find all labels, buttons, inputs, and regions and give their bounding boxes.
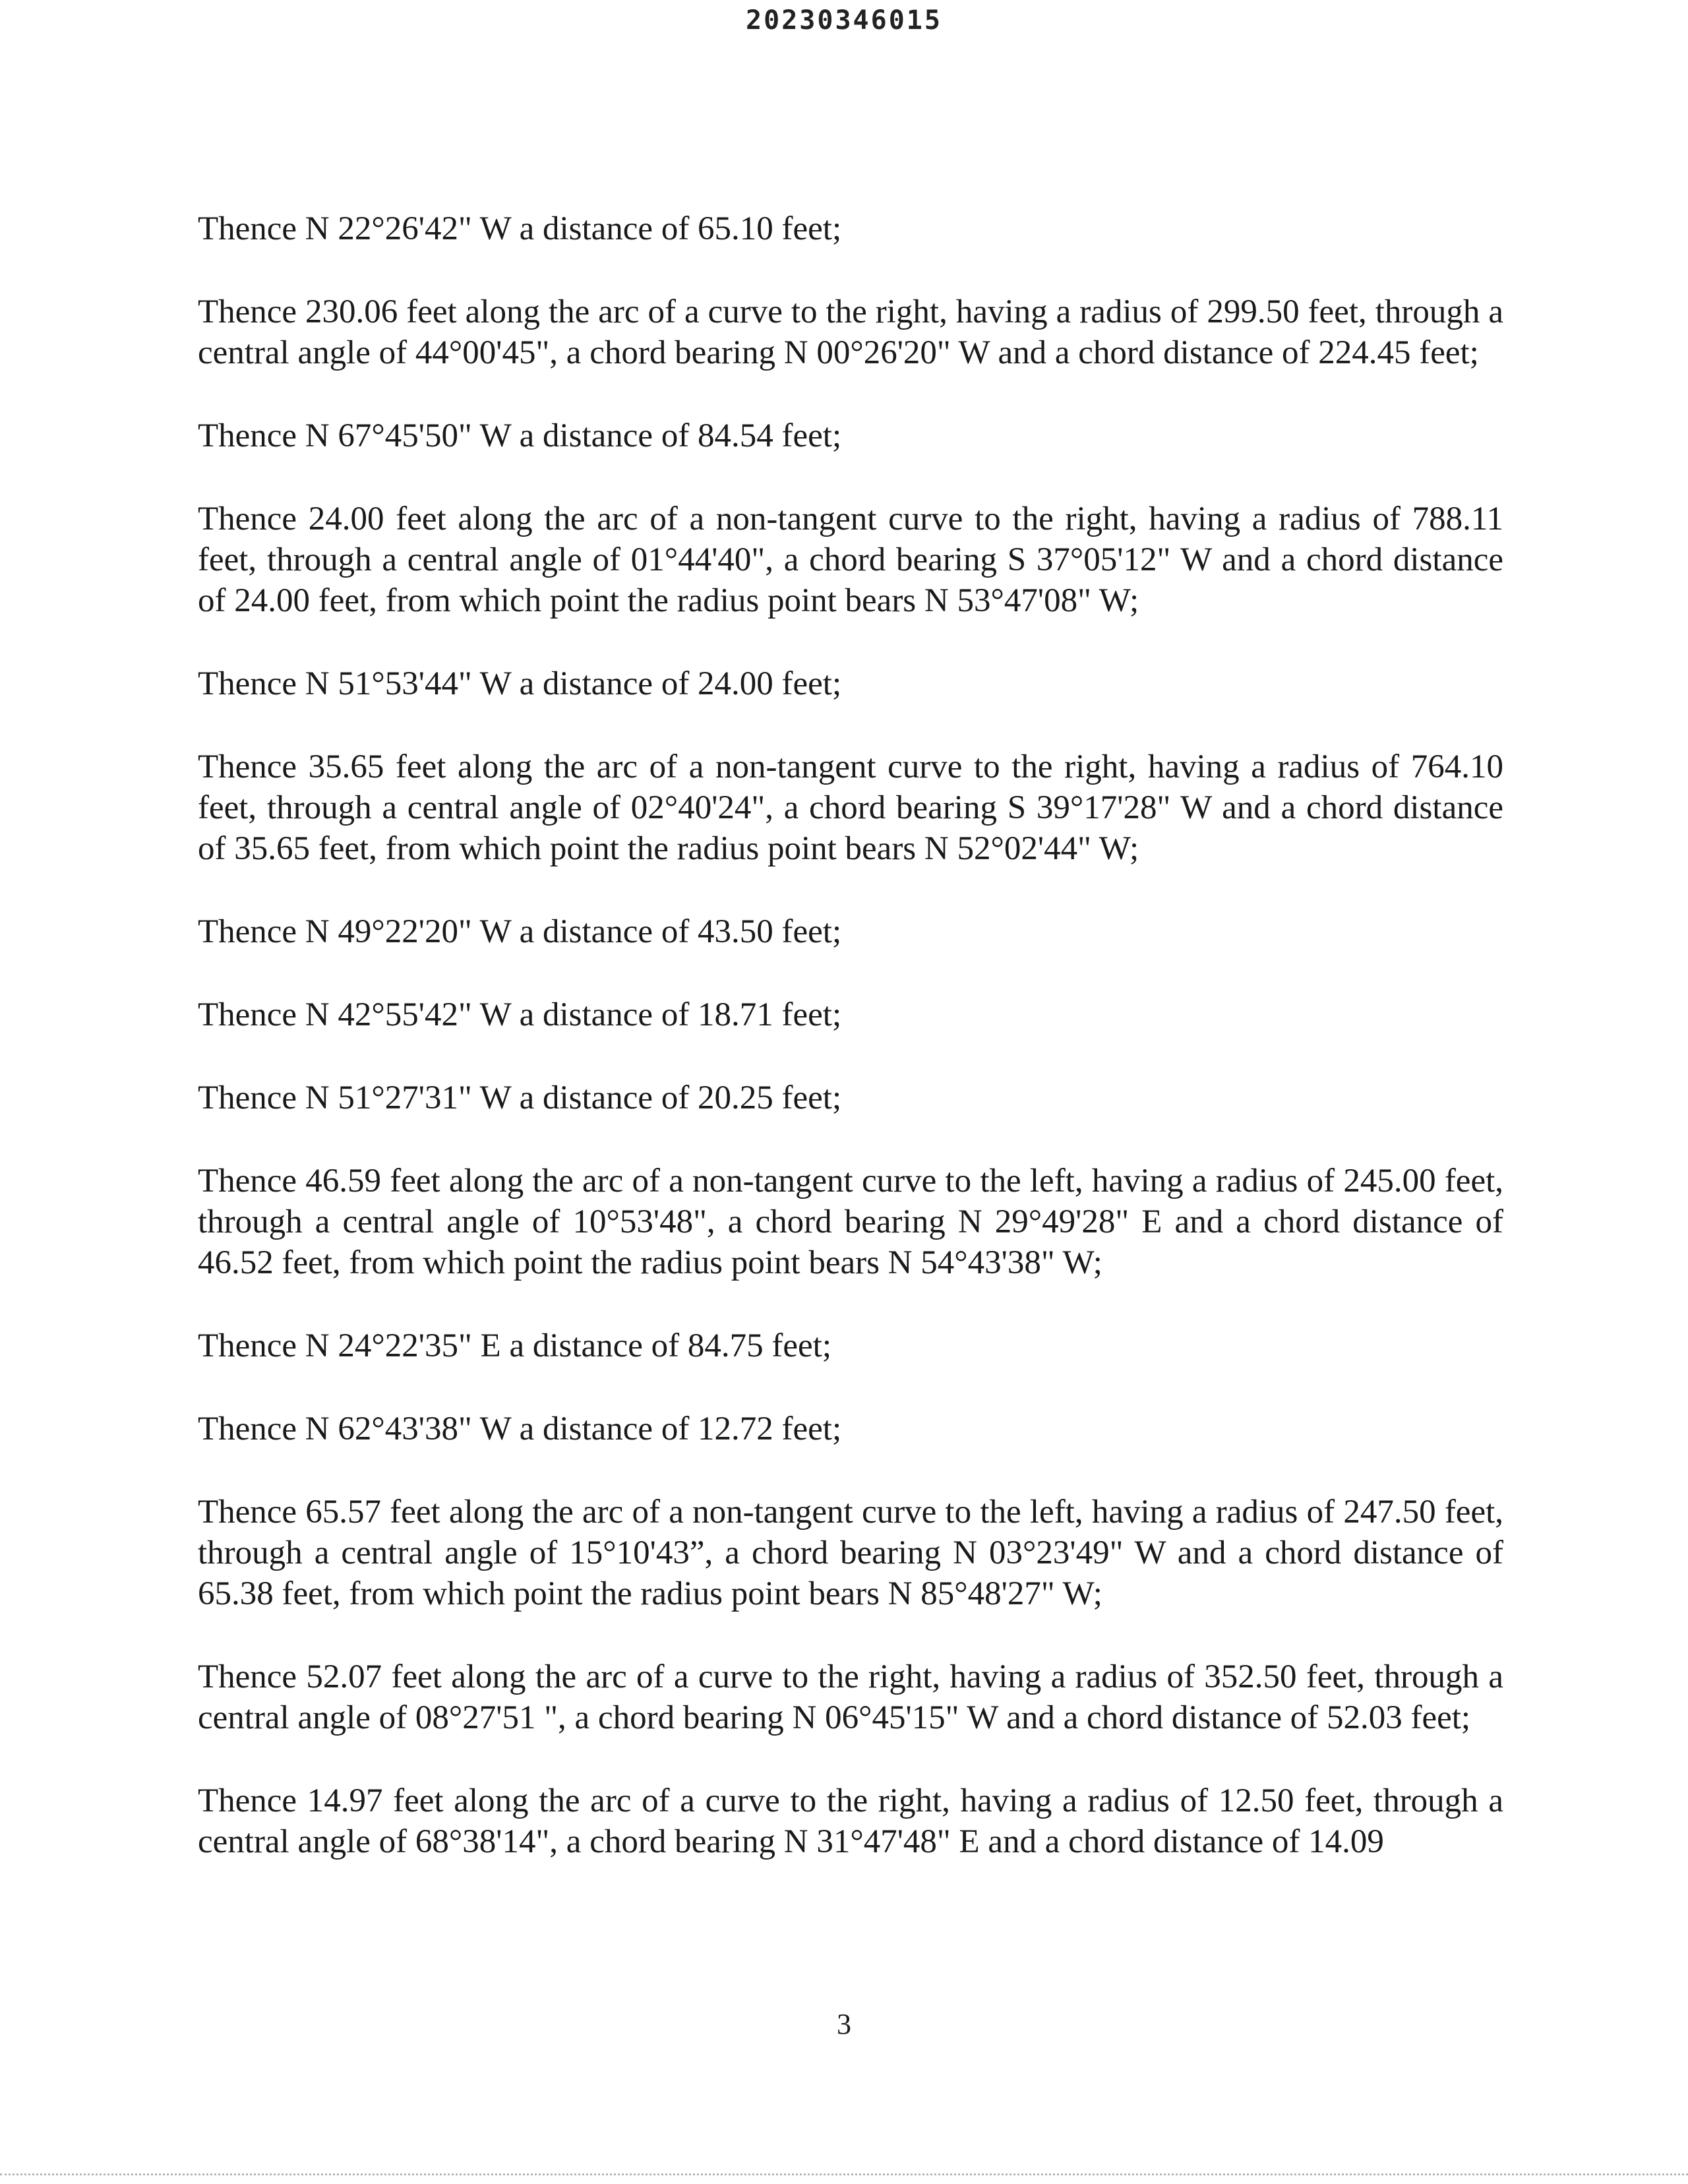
document-number: 20230346015 bbox=[746, 5, 942, 36]
paragraph: Thence 24.00 feet along the arc of a non-tangent curve to the right, having a radius of 788.11 feet, through a central angle of 01°44'40", a chord bearing S 37°05'12" W and a chord distance of 24.00 feet, from which point the radius point bears N 53°47'08" W; bbox=[198, 501, 1503, 619]
paragraph: Thence N 24°22'35" E a distance of 84.75 feet; bbox=[198, 1327, 832, 1364]
paragraph: Thence 14.97 feet along the arc of a curve to the right, having a radius of 12.50 feet, through a central angle of 68°38'14", a chord bearing N 31°47'48" E and a chord distance of 14.09 bbox=[198, 1782, 1503, 1860]
paragraph: Thence N 42°55'42" W a distance of 18.71 feet; bbox=[198, 996, 842, 1033]
paragraph: Thence 52.07 feet along the arc of a curve to the right, having a radius of 352.50 feet, through a central angle of 08°27'51 ", a chord bearing N 06°45'15" W and a chord distance of 52.03 feet; bbox=[198, 1658, 1503, 1736]
scan-edge-divider bbox=[0, 2173, 1688, 2175]
paragraph: Thence N 62°43'38" W a distance of 12.72 feet; bbox=[198, 1410, 842, 1447]
page-number: 3 bbox=[837, 2008, 851, 2040]
paragraph: Thence N 22°26'42" W a distance of 65.10 feet; bbox=[198, 210, 842, 247]
paragraph: Thence 230.06 feet along the arc of a curve to the right, having a radius of 299.50 feet, through a central angle of 44°00'45", a chord bearing N 00°26'20" W and a chord distance of 224.45 feet; bbox=[198, 293, 1503, 371]
paragraph: Thence 46.59 feet along the arc of a non-tangent curve to the left, having a radius of 245.00 feet, through a central angle of 10°53'48", a chord bearing N 29°49'28" E and a chord distance of 46.52 feet, from which point the radius point bears N 54°43'38" W; bbox=[198, 1163, 1503, 1281]
paragraph: Thence N 51°53'44" W a distance of 24.00 feet; bbox=[198, 665, 842, 702]
paragraph: Thence 35.65 feet along the arc of a non-tangent curve to the right, having a radius of 764.10 feet, through a central angle of 02°40'24", a chord bearing S 39°17'28" W and a chord distance of 35.65 feet, from which point the radius point bears N 52°02'44" W; bbox=[198, 748, 1503, 867]
paragraph: Thence 65.57 feet along the arc of a non-tangent curve to the left, having a radius of 247.50 feet, through a central angle of 15°10'43”, a chord bearing N 03°23'49" W and a chord distance of 65.38 feet, from which point the radius point bears N 85°48'27" W; bbox=[198, 1494, 1503, 1612]
legal-description-body bbox=[198, 208, 1503, 1862]
paragraph: Thence N 51°27'31" W a distance of 20.25 feet; bbox=[198, 1079, 842, 1116]
paragraph: Thence N 49°22'20" W a distance of 43.50 feet; bbox=[198, 913, 842, 950]
paragraph: Thence N 67°45'50" W a distance of 84.54 feet; bbox=[198, 417, 842, 454]
